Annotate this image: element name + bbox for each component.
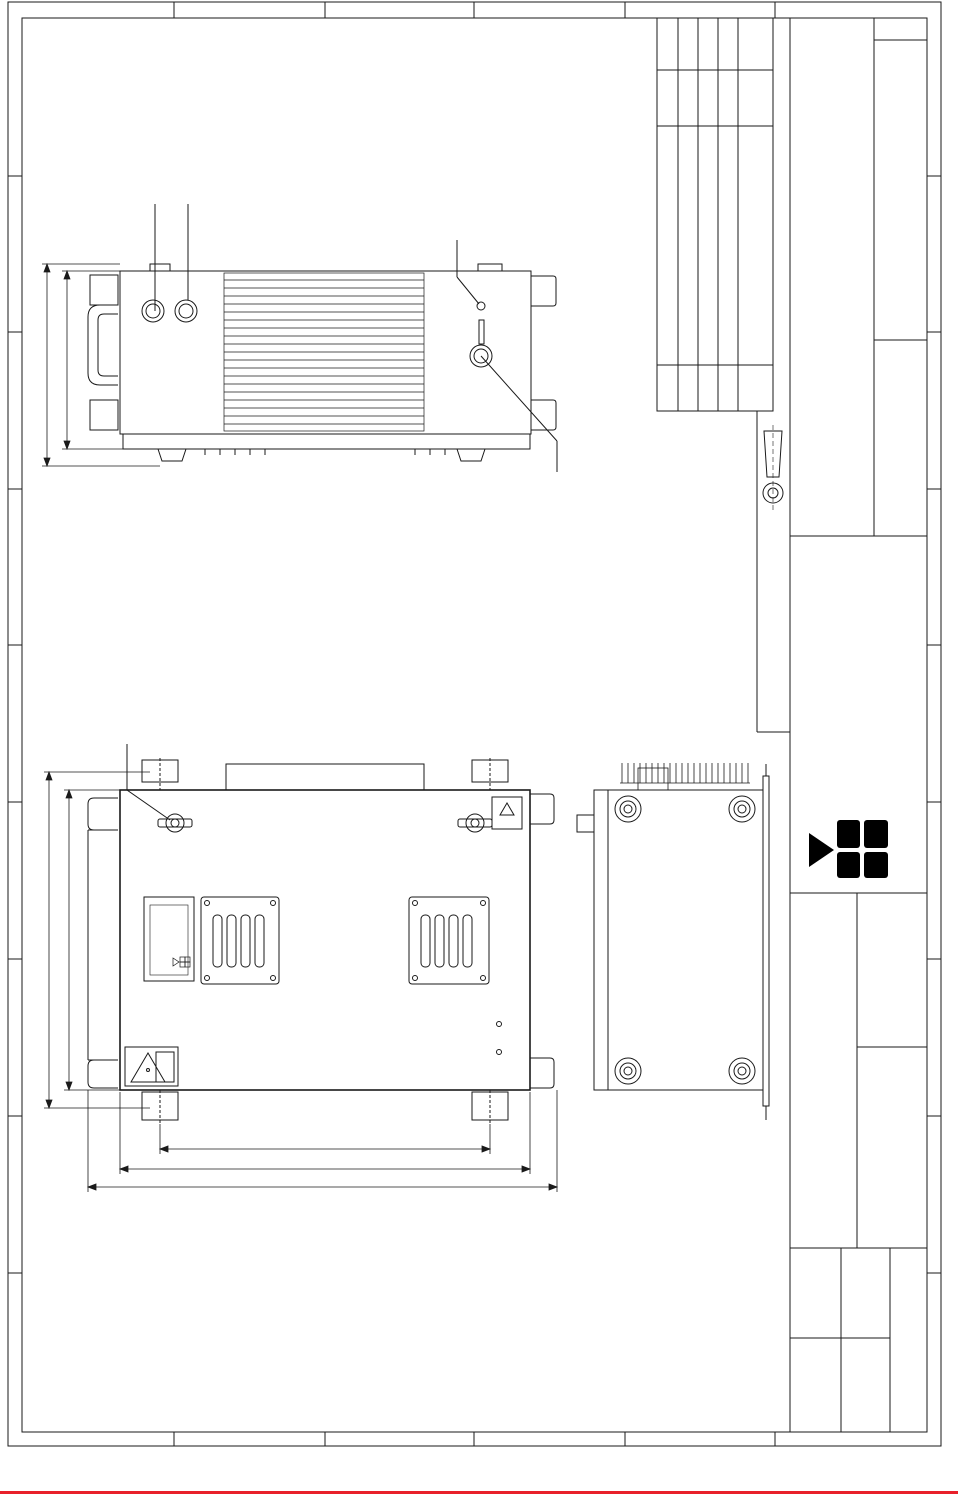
- title-block: [790, 18, 927, 1432]
- plan-view: [44, 744, 557, 1192]
- dimension-lines: [42, 264, 160, 466]
- drawing-frame: [8, 2, 941, 1446]
- side-elevation-view: [577, 763, 769, 1120]
- revision-table: [657, 18, 790, 732]
- heatsink-fins: [620, 763, 750, 790]
- warning-label-icon: [125, 797, 522, 1086]
- first-angle-projection-icon: [763, 425, 783, 510]
- dimension-lines: [44, 772, 557, 1192]
- switch-icon: [470, 302, 492, 367]
- zone-ticks: [8, 2, 941, 1446]
- vent-panel: [201, 897, 489, 984]
- company-logo-icon: [809, 818, 890, 880]
- rubber-foot-icon: [615, 796, 755, 1084]
- label-panel: [144, 897, 194, 981]
- mounting-bracket: [142, 758, 508, 1124]
- thumb-screw-icon: [158, 814, 492, 832]
- vent-grille: [224, 273, 424, 431]
- front-elevation-view: [42, 204, 557, 472]
- handle-icon: [88, 275, 118, 430]
